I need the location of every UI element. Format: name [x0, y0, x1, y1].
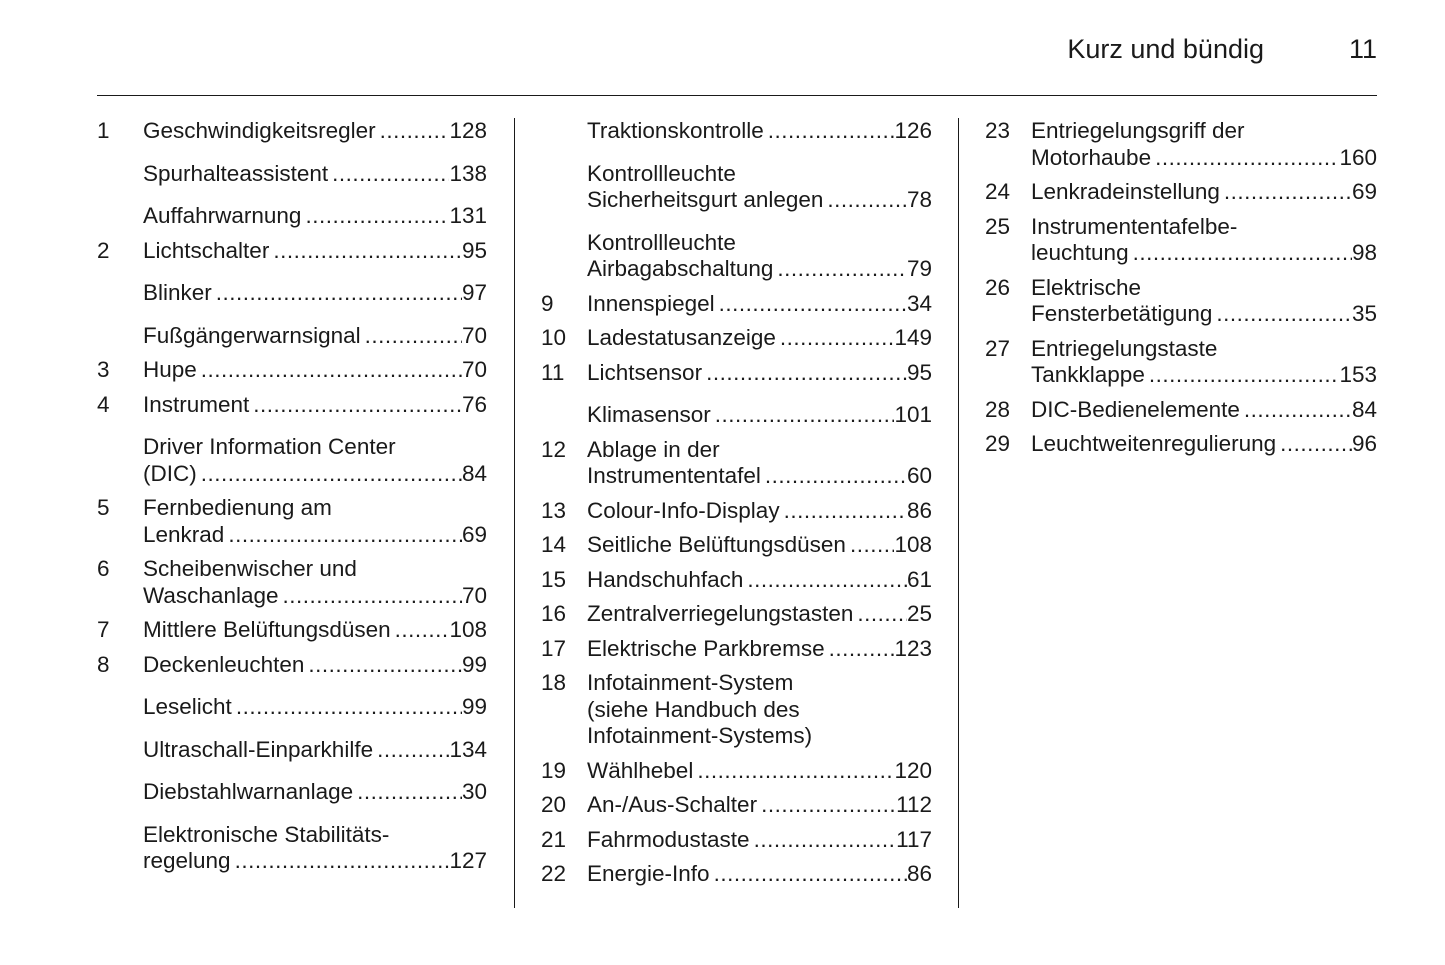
page-reference: 61	[906, 566, 932, 592]
entry-title: Waschanlage	[143, 582, 279, 608]
entry-title: Motorhaube	[1031, 144, 1152, 170]
page-reference: 112	[896, 792, 932, 817]
item-number: 17	[541, 635, 567, 661]
entry-title: (DIC)	[143, 460, 197, 486]
index-entry	[985, 179, 1377, 206]
page-reference: 84	[1351, 396, 1377, 422]
page-reference: 99	[461, 651, 487, 677]
entry-title: regelung	[143, 848, 231, 873]
page-reference: 138	[449, 160, 487, 186]
page-reference: 160	[1339, 144, 1377, 170]
entry-title-line: Kontrollleuchte	[587, 160, 736, 186]
page-reference: 120	[894, 757, 932, 783]
page-reference: 95	[906, 359, 932, 385]
entry-title-line: Infotainment-System	[587, 670, 794, 695]
entry-title-line: Elektrische	[1031, 274, 1142, 300]
entry-title: Leuchtweitenregulierung	[1031, 431, 1277, 456]
index-entry	[97, 495, 487, 548]
index-entry	[541, 230, 932, 283]
entry-title: Zentralverriegelungstasten	[587, 601, 854, 626]
page-reference: 117	[896, 826, 932, 852]
page-reference: 30	[461, 779, 487, 804]
page-reference: 95	[461, 237, 487, 263]
item-number: 29	[985, 431, 1011, 456]
entry-title: An-/Aus-Schalter	[587, 792, 758, 817]
entry-title-line: Kontrollleuchte	[587, 229, 736, 255]
entry-title: Fensterbetätigung	[1031, 301, 1213, 326]
index-entry	[97, 280, 487, 307]
entry-title: Handschuhfach	[587, 566, 744, 592]
page-reference: 126	[894, 118, 932, 143]
page-reference: 60	[906, 463, 932, 488]
page-reference: 86	[906, 861, 932, 886]
page-reference: 153	[1339, 362, 1377, 387]
page-reference: 127	[449, 848, 487, 873]
page-reference: 97	[461, 280, 487, 305]
header-divider	[97, 95, 1377, 96]
item-number: 4	[97, 391, 110, 417]
item-number: 12	[541, 436, 567, 462]
item-number: 16	[541, 601, 567, 626]
item-number: 28	[985, 396, 1011, 422]
item-number: 11	[541, 359, 565, 385]
page-header-title: Kurz und bündig	[1067, 34, 1264, 64]
index-entry	[541, 161, 932, 214]
entry-title: Klimasensor	[587, 402, 711, 427]
index-column-3	[985, 118, 1377, 458]
entry-title: Lichtsensor	[587, 359, 703, 385]
entry-title: DIC-Bedienelemente	[1031, 396, 1240, 422]
index-entry	[541, 325, 932, 352]
page-reference: 25	[906, 601, 932, 626]
entry-title: Instrument	[143, 391, 250, 417]
index-entry	[541, 827, 932, 854]
page-reference: 34	[906, 290, 932, 316]
index-entry	[97, 238, 487, 265]
entry-title: Lenkrad	[143, 521, 225, 547]
page-reference: 76	[461, 391, 487, 417]
item-number: 6	[97, 556, 110, 581]
index-entry	[541, 402, 932, 429]
page-reference: 70	[461, 357, 487, 382]
entry-title-line: Elektronische Stabilitäts-	[143, 821, 390, 847]
page-reference: 79	[906, 256, 932, 281]
entry-title: Colour-Info-Display	[587, 497, 780, 523]
item-number: 21	[541, 826, 567, 852]
page-reference: 134	[449, 736, 487, 762]
item-number: 27	[985, 335, 1011, 361]
index-entry	[541, 498, 932, 525]
entry-title: Elektrische Parkbremse	[587, 635, 825, 661]
entry-title: Ladestatusanzeige	[587, 325, 776, 350]
entry-title: Traktionskontrolle	[587, 118, 764, 143]
column-divider	[514, 118, 515, 908]
page-reference: 70	[461, 582, 487, 608]
item-number: 7	[97, 617, 110, 642]
index-entry	[97, 161, 487, 188]
index-entry	[97, 694, 487, 721]
index-entry	[97, 434, 487, 487]
index-entry	[985, 397, 1377, 424]
page-reference: 99	[461, 694, 487, 719]
index-entry	[97, 556, 487, 609]
item-number: 1	[97, 118, 110, 143]
index-column-1	[97, 118, 487, 875]
page-reference: 98	[1351, 240, 1377, 265]
item-number: 23	[985, 118, 1011, 143]
entry-title: Innenspiegel	[587, 290, 715, 316]
index-entry	[97, 737, 487, 764]
entry-title-line: (siehe Handbuch des	[587, 696, 800, 722]
index-entry	[985, 214, 1377, 267]
entry-title: Auffahrwarnung	[143, 203, 302, 228]
entry-title: Diebstahlwarnanlage	[143, 779, 354, 804]
page-reference: 69	[1351, 179, 1377, 204]
entry-title: Geschwindigkeitsregler	[143, 118, 376, 143]
page-reference: 96	[1351, 431, 1377, 456]
item-number: 24	[985, 179, 1011, 204]
item-number: 9	[541, 290, 554, 316]
index-entry	[97, 323, 487, 350]
entry-title: Deckenleuchten	[143, 651, 305, 677]
page-reference: 128	[449, 118, 487, 143]
index-entry	[985, 275, 1377, 328]
entry-title: Leselicht	[143, 694, 232, 719]
index-entry	[541, 792, 932, 819]
index-entry	[97, 357, 487, 384]
entry-title: Energie-Info	[587, 861, 710, 886]
entry-title: leuchtung	[1031, 240, 1129, 265]
page-reference: 131	[449, 203, 487, 228]
entry-title: Tankklappe	[1031, 362, 1145, 387]
item-number: 22	[541, 861, 567, 886]
entry-title-line: Driver Information Center	[143, 434, 396, 459]
index-entry	[541, 532, 932, 559]
item-number: 2	[97, 237, 110, 263]
index-entry	[541, 291, 932, 318]
item-number: 26	[985, 274, 1011, 300]
entry-title: Blinker	[143, 280, 212, 305]
index-entry	[97, 118, 487, 145]
item-number: 15	[541, 566, 567, 592]
item-number: 18	[541, 670, 567, 695]
item-number: 20	[541, 792, 567, 817]
entry-title: Airbagabschaltung	[587, 256, 774, 281]
index-entry	[985, 431, 1377, 458]
page-reference: 149	[894, 325, 932, 350]
index-entry	[541, 118, 932, 145]
index-entry	[97, 822, 487, 875]
index-column-2	[541, 118, 932, 888]
page-reference: 86	[906, 497, 932, 523]
entry-title-line: Scheibenwischer und	[143, 556, 357, 581]
entry-title: Fahrmodustaste	[587, 826, 750, 852]
item-number: 8	[97, 651, 110, 677]
page-number: 11	[1348, 34, 1377, 64]
item-number: 14	[541, 532, 567, 557]
index-entry	[541, 636, 932, 663]
item-number: 10	[541, 325, 567, 350]
item-number: 19	[541, 757, 567, 783]
index-entry	[541, 670, 932, 750]
index-entry	[541, 437, 932, 490]
index-entry	[541, 360, 932, 387]
item-number: 13	[541, 497, 567, 523]
entry-title-line: Infotainment-Systems)	[587, 723, 813, 748]
page-reference: 108	[449, 617, 487, 642]
page-reference: 78	[906, 187, 932, 212]
entry-title: Ultraschall-Einparkhilfe	[143, 736, 374, 762]
page-reference: 84	[461, 460, 487, 486]
index-entry	[985, 336, 1377, 389]
item-number: 5	[97, 495, 110, 520]
index-entry	[97, 652, 487, 679]
index-entry	[541, 861, 932, 888]
item-number: 25	[985, 213, 1011, 239]
page-reference: 101	[894, 402, 932, 427]
entry-title-line: Ablage in der	[587, 436, 720, 462]
index-entry	[97, 392, 487, 419]
entry-title: Wählhebel	[587, 757, 694, 783]
item-number: 3	[97, 357, 110, 382]
column-divider	[958, 118, 959, 908]
entry-title: Sicherheitsgurt anlegen	[587, 187, 824, 212]
index-entry	[97, 203, 487, 230]
entry-title: Seitliche Belüftungsdüsen	[587, 532, 846, 557]
page-reference: 123	[894, 635, 932, 661]
entry-title: Spurhalteassistent	[143, 160, 329, 186]
index-entry	[541, 601, 932, 628]
page-reference: 35	[1351, 301, 1377, 326]
entry-title: Hupe	[143, 357, 197, 382]
entry-title-line: Entriegelungstaste	[1031, 335, 1218, 361]
index-entry	[985, 118, 1377, 171]
index-entry	[97, 617, 487, 644]
entry-title: Instrumententafel	[587, 463, 761, 488]
entry-title-line: Instrumententafelbe-	[1031, 213, 1238, 239]
index-entry	[97, 779, 487, 806]
page-reference: 108	[894, 532, 932, 557]
entry-title: Lichtschalter	[143, 237, 270, 263]
entry-title: Mittlere Belüftungsdüsen	[143, 617, 391, 642]
entry-title: Lenkradeinstellung	[1031, 179, 1220, 204]
page-reference: 70	[461, 322, 487, 348]
index-entry	[541, 567, 932, 594]
entry-title-line: Entriegelungsgriff der	[1031, 118, 1245, 143]
entry-title-line: Fernbedienung am	[143, 495, 332, 520]
entry-title: Fußgängerwarnsignal	[143, 322, 361, 348]
page-reference: 69	[461, 521, 487, 547]
index-entry	[541, 758, 932, 785]
